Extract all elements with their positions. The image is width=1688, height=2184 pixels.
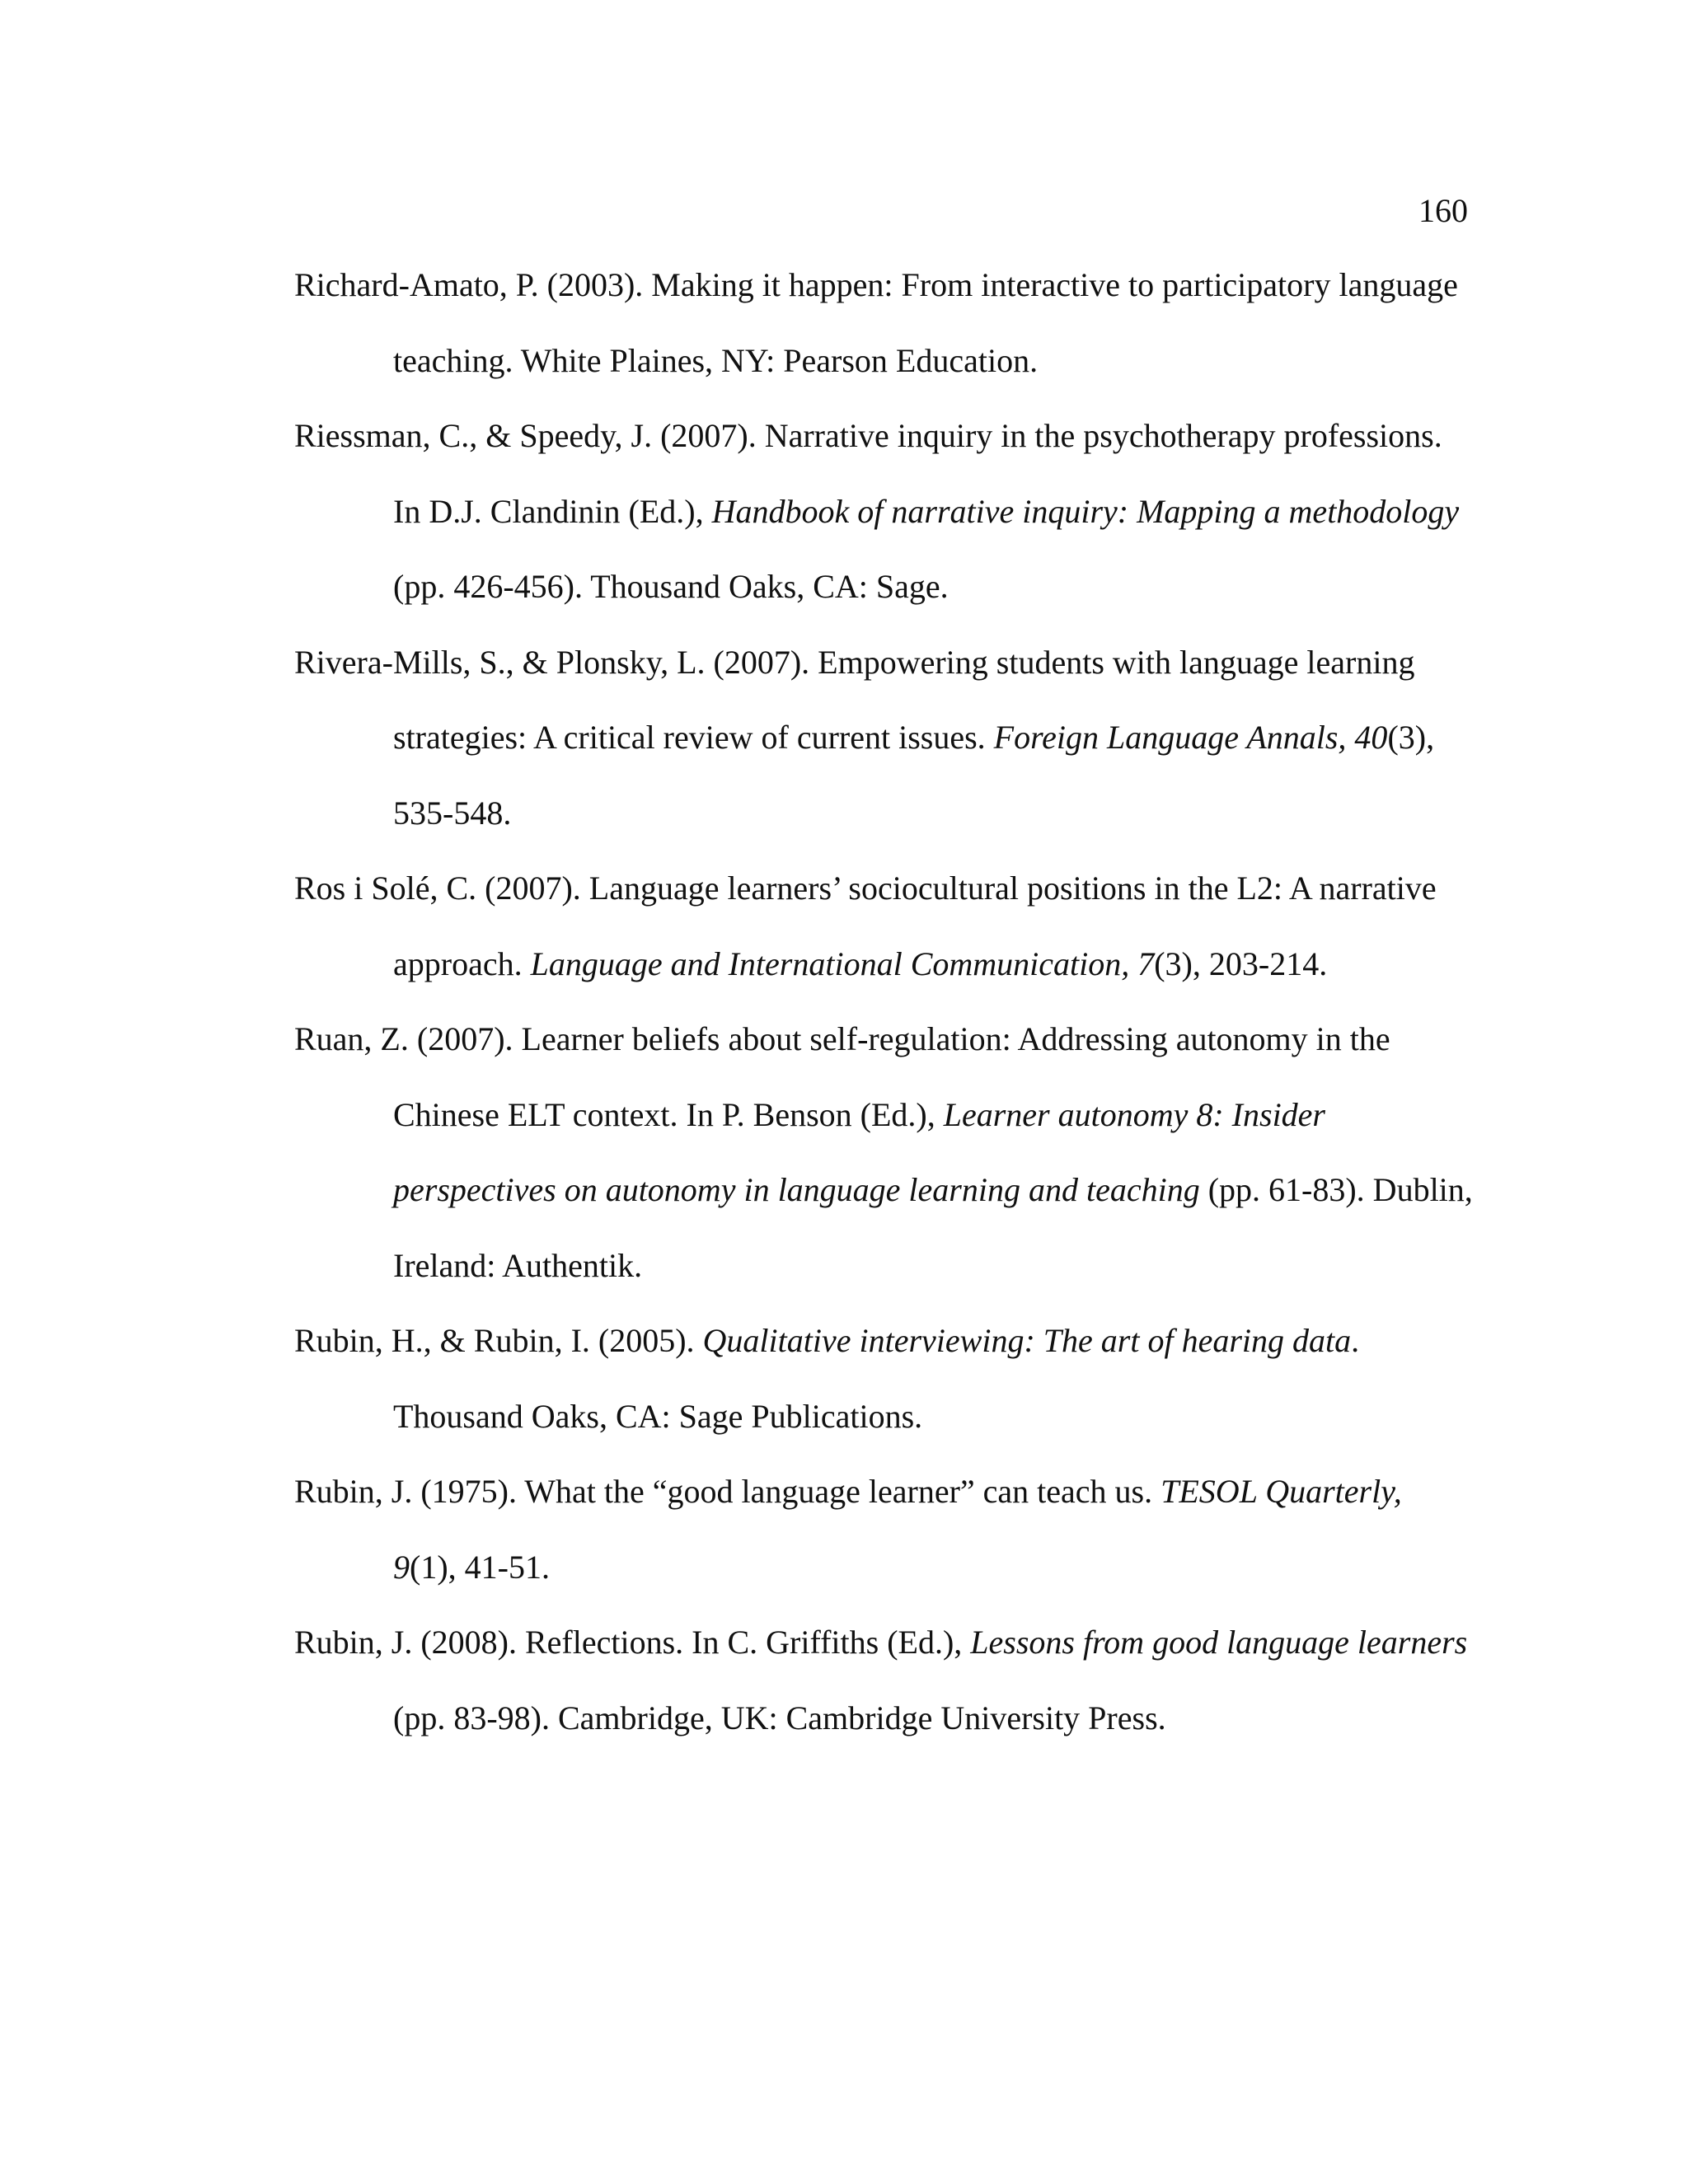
reference-title: Lessons from good language learners [970, 1624, 1468, 1661]
reference-entry-ruan [294, 1001, 1473, 1303]
reference-entry-richard-amato [294, 247, 1473, 398]
reference-title: TESOL Quarterly, 9 [393, 1473, 1402, 1586]
reference-entry-ros-i-sole [294, 851, 1473, 1001]
reference-title: Qualitative interviewing: The art of hearing data [702, 1322, 1352, 1359]
reference-entry-rubin-2005 [294, 1303, 1473, 1454]
reference-list [294, 247, 1473, 1755]
reference-text: (3), 203-214. [1154, 944, 1328, 982]
reference-text: (1), 41-51. [410, 1548, 550, 1586]
reference-title: Foreign Language Annals, 40 [993, 719, 1388, 756]
reference-text: . Thousand Oaks, CA: Sage Publications. [393, 1322, 1360, 1435]
reference-text: Ros i Solé, C. (2007). Language learners’ sociocultural positions in the L2: A narrative approach. [294, 869, 1437, 982]
reference-entry-rivera-mills [294, 625, 1473, 851]
reference-title: Language and International Communication, 7 [530, 944, 1155, 982]
reference-text: Rubin, J. (1975). What the “good language learner” can teach us. [294, 1473, 1161, 1510]
reference-title: Learner autonomy 8: Insider perspectives on autonomy in language learning and teaching [393, 1095, 1325, 1208]
reference-text: Rubin, H., & Rubin, I. (2005). [294, 1322, 703, 1359]
reference-text: (pp. 61-83). Dublin, Ireland: Authentik. [393, 1171, 1473, 1284]
reference-text: Rubin, J. (2008). Reflections. In C. Griffiths (Ed.), [294, 1624, 971, 1661]
reference-title: Handbook of narrative inquiry: Mapping a methodology [711, 492, 1460, 530]
reference-text: Ruan, Z. (2007). Learner beliefs about self-regulation: Addressing autonomy in the Chinese ELT context. In P. Benson (Ed.), [294, 1020, 1390, 1133]
reference-text: (3), 535-548. [393, 719, 1435, 832]
page-number: 160 [1418, 192, 1468, 229]
reference-text: (pp. 83-98). Cambridge, UK: Cambridge University Press. [393, 1699, 1166, 1736]
reference-text: Riessman, C., & Speedy, J. (2007). Narrative inquiry in the psychotherapy professions. In D.J. Clandinin (Ed.), [294, 417, 1442, 530]
reference-entry-rubin-1975 [294, 1454, 1473, 1605]
reference-text: Richard-Amato, P. (2003). Making it happen: From interactive to participatory language teaching. White Plaines, NY: Pearson Education. [294, 266, 1458, 379]
reference-entry-riessman [294, 398, 1473, 625]
reference-text: (pp. 426-456). Thousand Oaks, CA: Sage. [393, 568, 949, 605]
reference-entry-rubin-2008 [294, 1605, 1473, 1755]
reference-text: Rivera-Mills, S., & Plonsky, L. (2007). Empowering students with language learning strategies: A critical review of current issues. [294, 643, 1415, 756]
